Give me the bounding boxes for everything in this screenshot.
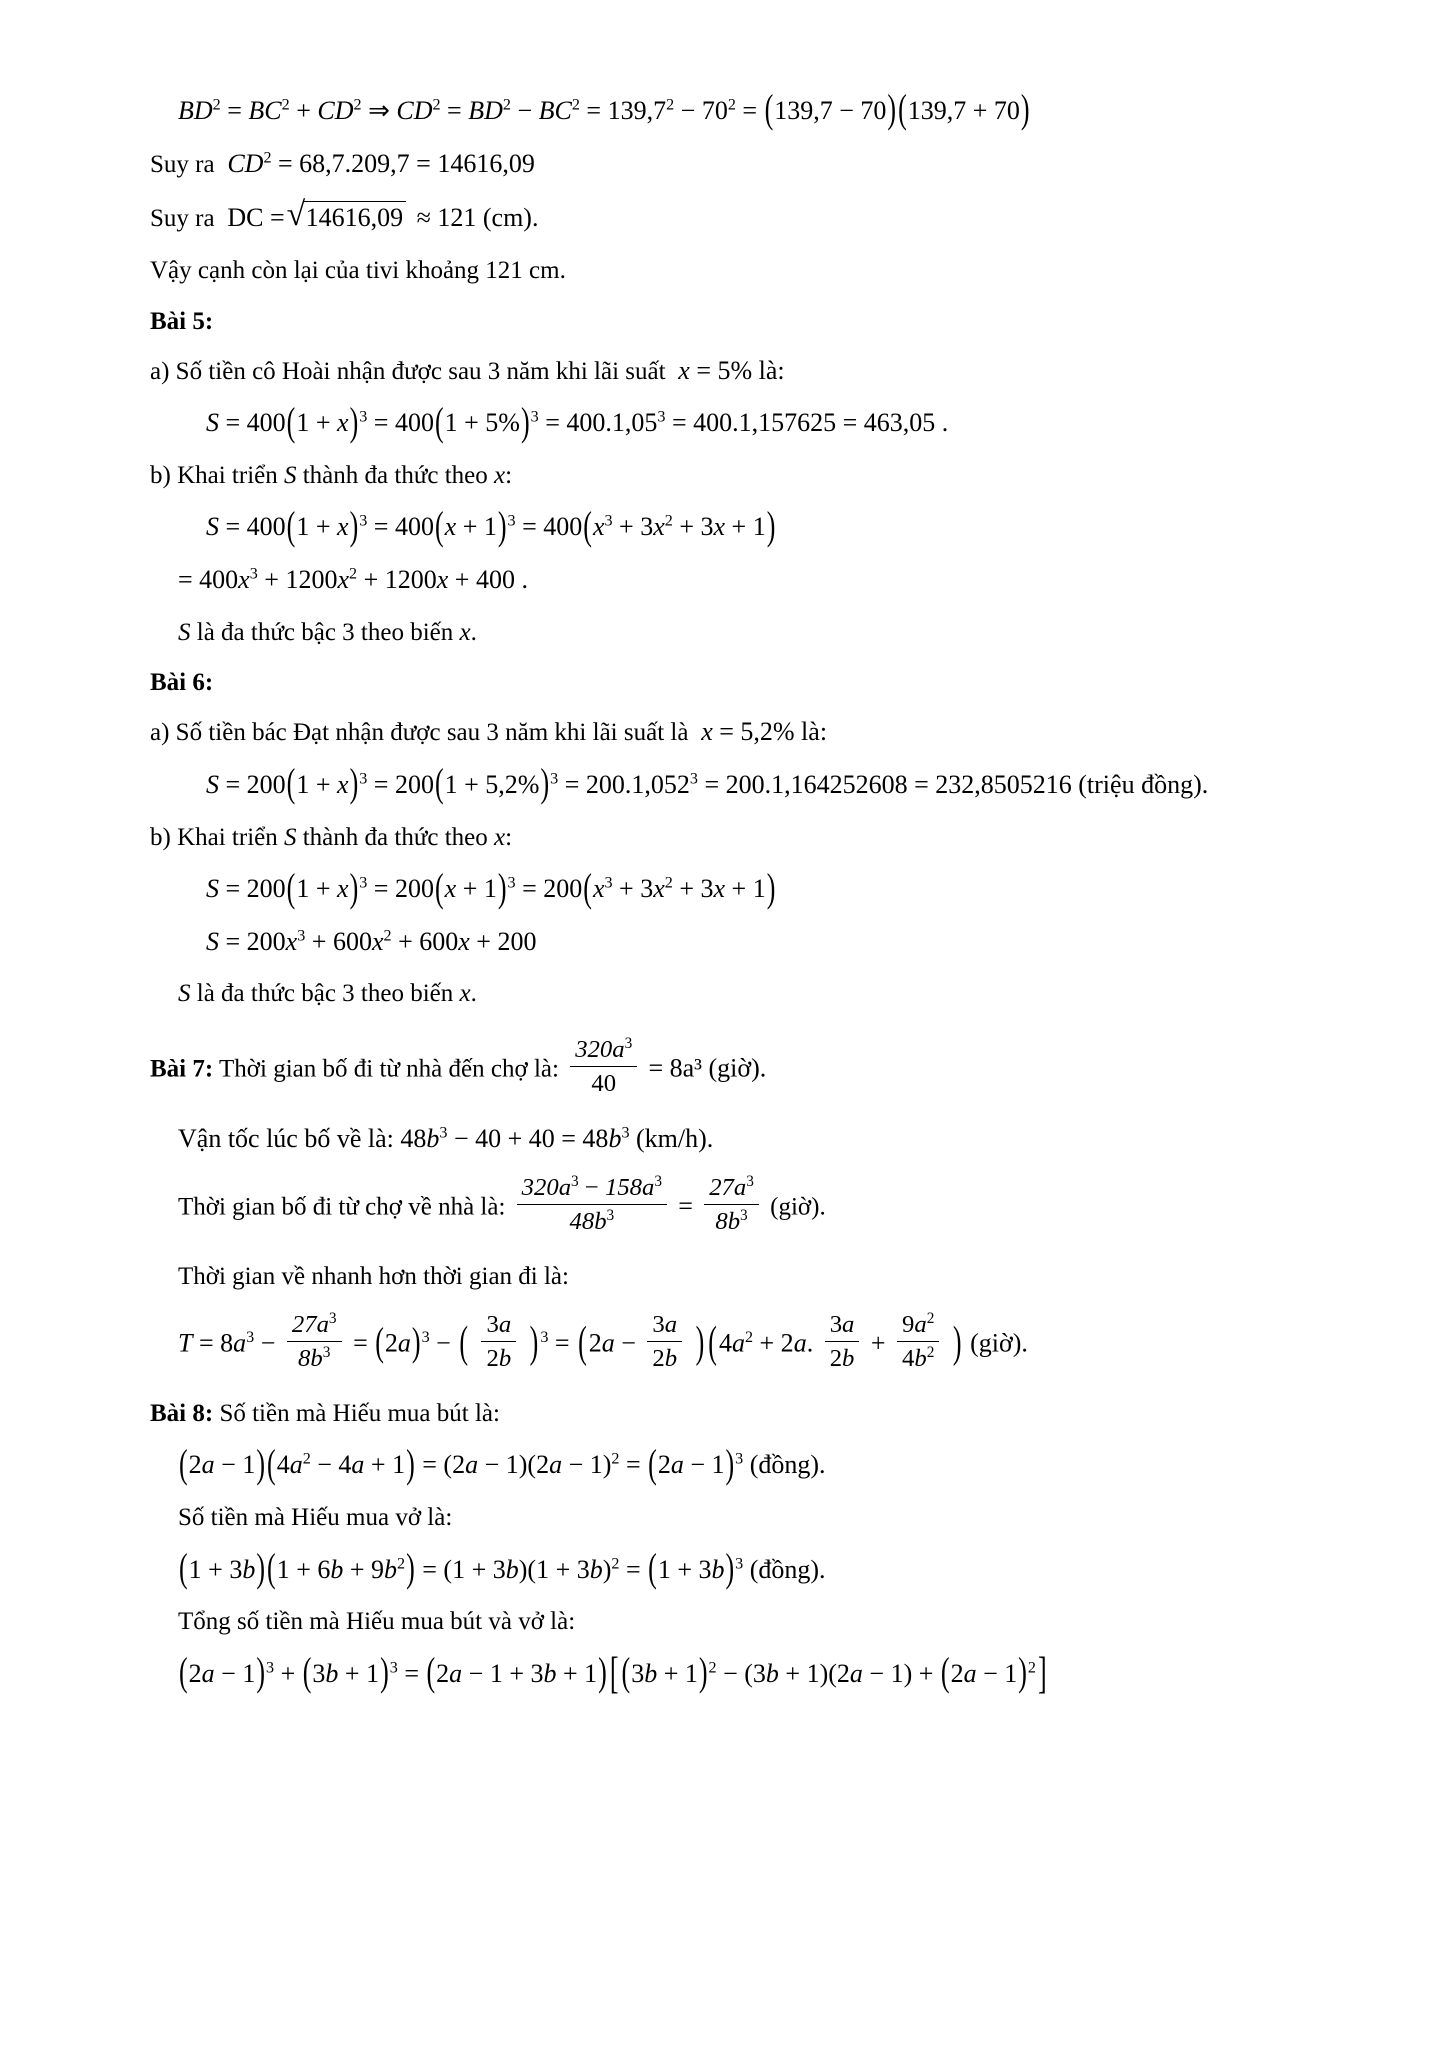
bai7-line1-tail: = 8a³ (giờ). xyxy=(648,1053,767,1083)
fraction-9a2-over-4b2: $\frac{9a^2}{4b^2}$ xyxy=(897,1310,939,1373)
bai8-line-2: Số tiền mà Hiếu mua vở là: xyxy=(178,1504,453,1532)
line-suy-ra-dc xyxy=(150,201,1298,234)
conclusion-tivi: Vậy cạnh còn lại của tivi khoảng 121 cm. xyxy=(150,257,566,285)
fraction-27a3-over-8b3-2: $\frac{27a^3}{8b^3}$ xyxy=(287,1310,342,1373)
bai6-a-equation: $S = 200(1 + x)^3 = 200(1 + 5,2\%)^3 = 200.1,052^3 = 200.1,164252608 = 232,8505216$ (triệu đồng). xyxy=(206,760,1209,806)
bai8-line-1 xyxy=(150,1399,1298,1429)
bai8-equation-3: $(2a - 1)^3 + (3b + 1)^3 = (2a - 1 + 3b + 1)$ [ $(3b + 1)^2 - (3b + 1)(2a - 1) + (2a - 1)^2$] xyxy=(179,1648,1047,1698)
bai8-line-3: Tổng số tiền mà Hiếu mua bút và vở là: xyxy=(178,1608,576,1636)
bai6-b-equation-2: $S = 200x^3 + 600x^2 + 600x + 200$ xyxy=(206,926,537,956)
bai7-line3-tail: (giờ). xyxy=(770,1193,826,1221)
fraction-27a3-over-8b3: $\frac{27a^3}{8b^3}$ xyxy=(704,1173,759,1236)
fraction-3a-over-2b: $\frac{3a}{2b}$ xyxy=(481,1310,516,1373)
fraction-320a3-158a3-over-48b3: $\frac{320a^3 - 158a^3}{48b^3}$ xyxy=(517,1173,667,1236)
bai6-b-equation-1: $S = 200(1 + x)^3 = 200(x + 1)^3 = 200(x^3 + 3x^2 + 3x + 1)$ xyxy=(206,865,776,911)
bai6-part-a-text: a) Số tiền bác Đạt nhận được sau 3 năm khi lãi suất là x = 5,2% là: xyxy=(150,717,828,747)
bai5-a-rate: = 5% là: xyxy=(696,355,785,385)
dc-result: ≈ 121 (cm). xyxy=(416,203,539,233)
fraction-3a-over-2b-2: $\frac{3a}{2b}$ xyxy=(647,1310,682,1373)
bai6-conclusion: S là đa thức bậc 3 theo biến x. xyxy=(178,980,477,1008)
bai5-part-a-text: a) Số tiền cô Hoài nhận được sau 3 năm khi lãi suất x = 5% là: xyxy=(150,355,785,385)
sqrt-icon xyxy=(287,201,411,234)
line-suy-ra-cd2: Suy ra $CD^2 = 68,7.209,7 = 14616,09$ xyxy=(150,148,535,178)
bai6-a-rate: = 5,2% là: xyxy=(719,717,828,747)
bai6-part-b-text: b) Khai triển S thành đa thức theo x: xyxy=(150,823,513,851)
bai5-a-label: a) Số tiền cô Hoài nhận được sau 3 năm khi lãi suất xyxy=(150,357,666,385)
dc-equals: DC = xyxy=(227,203,285,233)
bai6-a-label: a) Số tiền bác Đạt nhận được sau 3 năm khi lãi suất là xyxy=(150,719,689,747)
bai8-equation-1: $(2a - 1)(4a^2 - 4a + 1) = (2a - 1)(2a - 1)^2 = (2a - 1)^3$ (đồng). xyxy=(179,1441,826,1487)
bai8-line1-text: Số tiền mà Hiếu mua bút là: xyxy=(219,1399,500,1427)
cd2-value: = 68,7.209,7 = 14616,09 xyxy=(278,148,535,178)
heading-bai-8: Bài 8: xyxy=(150,1399,214,1427)
cd-symbol: CD xyxy=(227,148,264,178)
bai5-part-b-text: b) Khai triển S thành đa thức theo x: xyxy=(150,461,513,489)
heading-bai-6: Bài 6: xyxy=(150,669,214,697)
bai5-b-equation-2: = $400x^3 + 1200x^2 + 1200x + 400$ . xyxy=(178,565,528,595)
bai7-line3-text: Thời gian bố đi từ chợ về nhà là: xyxy=(178,1193,506,1221)
bai7-line-3: Thời gian bố đi từ chợ về nhà là: $\frac{320a^3 - 158a^3}{48b^3}$ = $\frac{27a^3}{8b^3}$ (giờ). xyxy=(178,1172,826,1236)
fraction-3a-over-2b-3: $\frac{3a}{2b}$ xyxy=(825,1310,860,1373)
bai5-conclusion: S là đa thức bậc 3 theo biến x. xyxy=(178,618,477,646)
suy-ra-label-1: Suy ra xyxy=(150,150,215,178)
sqrt-radicand: 14616,09 xyxy=(303,201,407,234)
bai7-line-2: Vận tốc lúc bố về là: $48b^3 - 40 + 40 = 48b^3$ (km/h). xyxy=(178,1124,714,1154)
heading-bai-5: Bài 5: xyxy=(150,307,214,335)
bai5-b-equation-1: $S = 400(1 + x)^3 = 400(x + 1)^3 = 400(x^3 + 3x^2 + 3x + 1)$ xyxy=(206,503,776,549)
bai7-line-4: Thời gian về nhanh hơn thời gian đi là: xyxy=(178,1263,569,1291)
bai7-main-formula: $T = 8a^3$ − $\frac{27a^3}{8b^3}$ = $(2a)^3$ − ( $\frac{3a}{2b}$ ) $^3$ = (2a − $\frac{3a}{2b}$ ) ($4a^2 + 2a$. $\frac{3a}{2b}$ + $\frac{9a^2}{4b^2}$ ) (giờ). xyxy=(178,1309,1028,1372)
bai7-formula-tail: (giờ). xyxy=(970,1328,1028,1358)
equation-bd-squared: $BD^2 = BC^2 + CD^2$ ⇒ $CD^2 = BD^2 - BC^2 = 139,7^2 - 70^2 = (139,7 - 70)(139,7 + 70)$ xyxy=(178,87,1030,132)
bai5-a-equation: $S = 400(1 + x)^3 = 400(1 + 5\%)^3 = 400.1,05^3 = 400.1,157625 = 463,05$ . xyxy=(206,399,949,445)
suy-ra-label-2: Suy ra xyxy=(150,205,215,233)
bai7-line-1 xyxy=(150,1034,1298,1102)
bai8-equation-2: $(1 + 3b)(1 + 6b + 9b^2) = (1 + 3b)(1 + 3b)^2 = (1 + 3b)^3$ (đồng). xyxy=(179,1545,826,1591)
fraction-320a3-over-40: $\frac{320a^3}{40}$ xyxy=(570,1035,637,1098)
bai7-line1-text: Thời gian bố đi từ nhà đến chợ là: xyxy=(219,1055,559,1083)
heading-bai-7: Bài 7: xyxy=(150,1055,214,1083)
